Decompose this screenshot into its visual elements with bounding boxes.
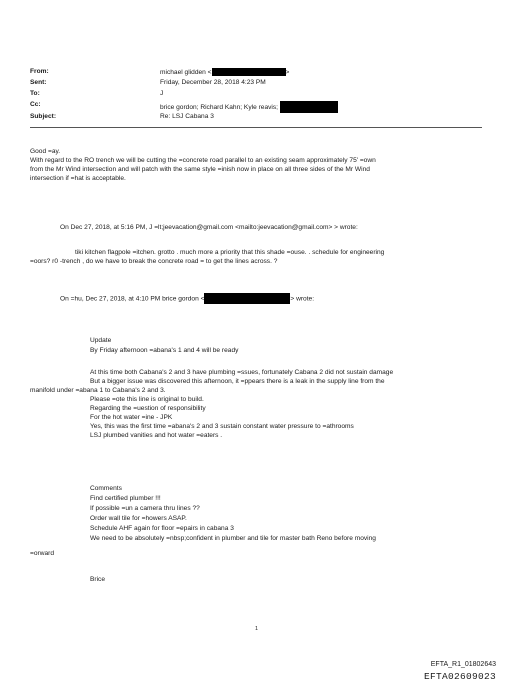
redaction-box [280,101,338,113]
quote-line: =oors? r0 -trench , do we have to break the concrete road = to get the lines across. ? [30,258,278,265]
to-label: To: [30,90,40,97]
update-title: Update [90,337,112,344]
comment-line: Schedule AHF again for floor =epairs in cabana 3 [90,525,234,532]
body-line: With regard to the RO trench we will be cutting the =concrete road parallel to an existing seam approximately 75' =own [30,157,376,164]
comment-line: We need to be absolutely =nbsp;confident in plumber and tile for master bath Reno before moving [90,535,376,542]
quote-header [60,293,314,304]
doc-id-large: EFTA02609023 [423,671,496,682]
signature: Brice [90,576,106,583]
quote-header-end: > wrote: [290,295,315,303]
update-line: Please =ote this line is original to build. [90,396,204,403]
quote-header: On Dec 27, 2018, at 5:16 PM, J =lt;jeevacation@gmail.com <mailto:jeevacation@gmail.com> > wrote: [60,224,358,231]
comments-title: Comments [90,485,122,492]
cc-label: Cc: [30,101,41,108]
subject-label: Subject: [30,113,57,120]
comment-line: =orward [30,550,55,557]
redaction-box [212,68,286,76]
update-line: LSJ plumbed vanities and hot water =eaters . [90,432,223,439]
redaction-box [204,293,290,304]
update-line: For the hot water =ine - JPK [90,414,173,421]
comment-line: Find certified plumber !!! [90,495,161,502]
update-line: At this time both Cabana's 2 and 3 have plumbing =ssues, fortunately Cabana 2 did not sustain damage [90,369,394,376]
sent-label: Sent: [30,79,47,86]
from-value [160,68,289,77]
cc-value [160,101,338,113]
from-tail: > [285,68,290,76]
greeting: Good =ay. [30,148,61,155]
header-divider [30,127,482,128]
body-line: intersection if =hat is acceptable. [30,175,126,182]
body-line: from the Mr Wind intersection and will patch with the same style =inish now in place on all three sides of the Mr Wind [30,166,370,173]
update-line: Regarding the =uestion of responsibility [90,405,206,412]
page-number: 1 [255,626,259,632]
update-line: But a bigger issue was discovered this afternoon, it =ppears there is a leak in the supply line from the [90,378,385,385]
to-value: J [160,90,164,97]
quote-header-start: On =hu, Dec 27, 2018, at 4:10 PM brice gordon < [60,295,205,303]
comment-line: If possible =un a camera thru lines ?? [90,505,200,512]
quote-line: tiki kitchen flagpole =itchen. grotto . much more a priority that this shade =ouse. . schedule for engineering [75,249,385,256]
from-label: From: [30,68,49,75]
update-line: manifold under =abana 1 to Cabana's 2 and 3. [30,387,166,394]
subject-value: Re: LSJ Cabana 3 [160,113,214,120]
update-line: Yes, this was the first time =abana's 2 and 3 sustain constant water pressure to =athrooms [90,423,354,430]
update-line: By Friday afternoon =abana's 1 and 4 will be ready [90,347,239,354]
comment-line: Order wall tile for =howers ASAP. [90,515,187,522]
doc-id-small: EFTA_R1_01802643 [430,661,496,668]
from-name: michael glidden < [160,68,212,76]
cc-names: brice gordon; Richard Kahn; Kyle reavis; [160,103,279,111]
sent-value: Friday, December 28, 2018 4:23 PM [160,79,266,86]
